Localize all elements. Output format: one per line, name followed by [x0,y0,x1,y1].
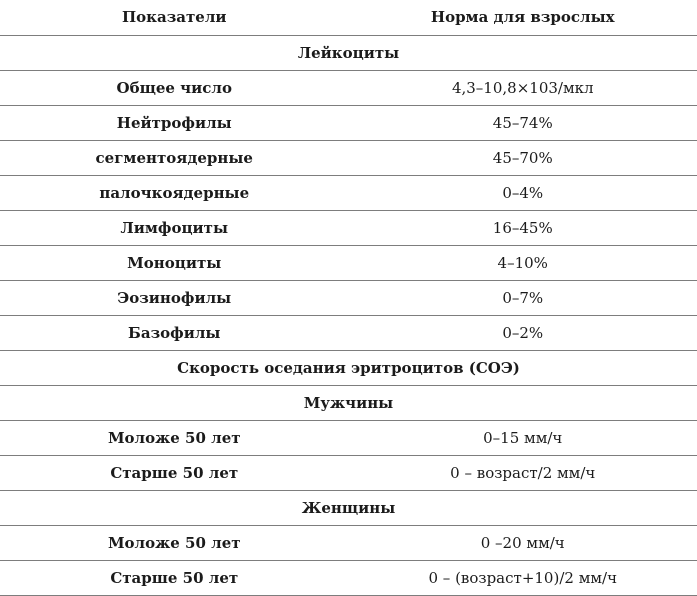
indicator-cell: палочкоядерные [0,175,349,210]
section-row-women [0,490,697,525]
table-row [0,175,697,210]
norm-cell: 4–10% [349,245,697,280]
indicator-cell: Моложе 50 лет [0,420,349,455]
indicator-cell: Старше 50 лет [0,455,349,490]
section-label: Скорость оседания эритроцитов (СОЭ) [0,350,697,385]
norm-cell: 0–7% [349,280,697,315]
norm-cell: 0 –20 мм/ч [349,525,697,560]
section-row-esr [0,350,697,385]
indicator-cell: сегментоядерные [0,140,349,175]
table-row [0,245,697,280]
norm-cell: 45–74% [349,105,697,140]
norm-cell: 0–15 мм/ч [349,420,697,455]
section-label: Мужчины [0,385,697,420]
section-label: Женщины [0,490,697,525]
norm-cell: 0 – (возраст+10)/2 мм/ч [349,560,697,595]
indicator-cell: Лимфоциты [0,210,349,245]
norm-cell: 0 – возраст/2 мм/ч [349,455,697,490]
table-header-row [0,0,697,35]
table-row [0,70,697,105]
section-row-leukocytes [0,35,697,70]
norm-cell: 0–4% [349,175,697,210]
table-row [0,525,697,560]
indicator-cell: Общее число [0,70,349,105]
norm-cell: 4,3–10,8×103/мкл [349,70,697,105]
table-row [0,105,697,140]
indicator-cell: Старше 50 лет [0,560,349,595]
indicator-cell: Моложе 50 лет [0,525,349,560]
table-row [0,140,697,175]
column-header-indicator: Показатели [0,0,349,35]
table-row [0,420,697,455]
indicator-cell: Нейтрофилы [0,105,349,140]
section-label: Лейкоциты [0,35,697,70]
table-row [0,455,697,490]
norm-cell: 0–2% [349,315,697,350]
indicator-cell: Моноциты [0,245,349,280]
indicator-cell: Эозинофилы [0,280,349,315]
table-row [0,210,697,245]
norm-cell: 45–70% [349,140,697,175]
table-row [0,280,697,315]
section-row-men [0,385,697,420]
table-row [0,315,697,350]
column-header-norm: Норма для взрослых [349,0,697,35]
norm-cell: 16–45% [349,210,697,245]
table-row [0,560,697,595]
indicator-cell: Базофилы [0,315,349,350]
